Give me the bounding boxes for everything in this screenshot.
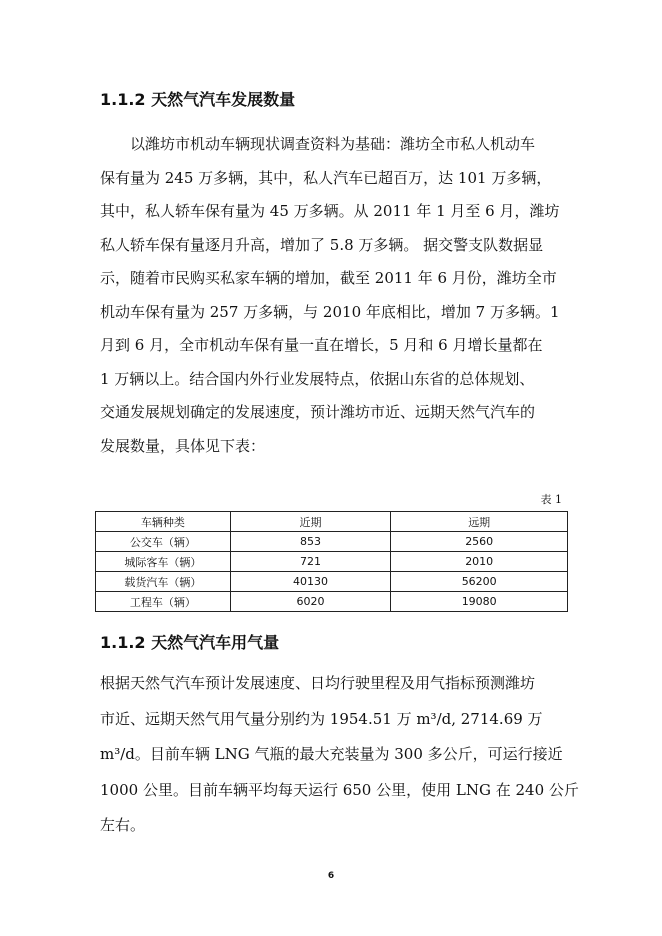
section-heading-gas-consumption: 1.1.2 天然气汽车用气量 <box>100 633 280 652</box>
paragraph-line: 1000 公里。目前车辆平均每天运行 650 公里，使用 LNG 在 240 公斤 <box>100 780 579 799</box>
column-header-near-term: 近期 <box>230 512 391 532</box>
paragraph-line: 发展数量，具体见下表： <box>100 436 266 455</box>
paragraph-line: 其中，私人轿车保有量为 45 万多辆。从 2011 年 1 月至 6 月，潍坊 <box>100 202 560 220</box>
table-cell: 工程车（辆） <box>96 592 231 612</box>
table-row <box>96 572 568 592</box>
table-cell: 城际客车（辆） <box>96 552 231 572</box>
paragraph-vehicle-count <box>100 128 570 463</box>
section-heading-vehicle-count: 1.1.2 天然气汽车发展数量 <box>100 90 296 109</box>
table-cell: 721 <box>230 552 391 572</box>
table-cell: 载货汽车（辆） <box>96 572 231 592</box>
table-row <box>96 552 568 572</box>
paragraph-line: 示，随着市民购买私家车辆的增加，截至 2011 年 6 月份，潍坊全市 <box>100 269 557 287</box>
paragraph-line: 交通发展规划确定的发展速度，预计潍坊市近、远期天然气汽车的 <box>100 403 536 421</box>
table-cell: 40130 <box>230 572 391 592</box>
table-cell: 2560 <box>391 532 568 552</box>
paragraph-line: 左右。 <box>100 816 146 834</box>
table-row <box>96 592 568 612</box>
table-header-row <box>96 512 568 532</box>
page-number: 6 <box>327 871 335 881</box>
table-cell: 公交车（辆） <box>96 532 231 552</box>
paragraph-line: 市近、远期天然气用气量分别约为 1954.51 万 m³/d, 2714.69 万 <box>100 709 543 728</box>
paragraph-line: 保有量为 245 万多辆，其中，私人汽车已超百万，达 101 万多辆， <box>100 168 552 187</box>
paragraph-line: 月到 6 月，全市机动车保有量一直在增长，5 月和 6 月增长量都在 <box>100 336 543 354</box>
paragraph-gas-consumption <box>100 666 579 844</box>
paragraph-line: 以潍坊市机动车辆现状调查资料为基础：潍坊全市私人机动车 <box>130 135 536 153</box>
paragraph-line: 私人轿车保有量逐月升高，增加了 5.8 万多辆。 据交警支队数据显 <box>100 235 544 254</box>
table-cell: 853 <box>230 532 391 552</box>
table-cell: 6020 <box>230 592 391 612</box>
paragraph-line: 1 万辆以上。结合国内外行业发展特点，依据山东省的总体规划、 <box>100 369 535 388</box>
table-caption: 表 1 <box>540 493 562 506</box>
column-header-long-term: 远期 <box>391 512 568 532</box>
paragraph-line: 根据天然气汽车预计发展速度、日均行驶里程及用气指标预测潍坊 <box>100 674 536 692</box>
paragraph-line: 机动车保有量为 257 万多辆，与 2010 年底相比，增加 7 万多辆。1 <box>100 302 560 321</box>
table-cell: 56200 <box>391 572 568 592</box>
column-header-vehicle-type: 车辆种类 <box>96 512 231 532</box>
table-cell: 19080 <box>391 592 568 612</box>
vehicle-count-table <box>95 511 568 612</box>
paragraph-line: m³/d。目前车辆 LNG 气瓶的最大充装量为 300 多公斤，可运行接近 <box>100 745 563 763</box>
table-cell: 2010 <box>391 552 568 572</box>
table-row <box>96 532 568 552</box>
